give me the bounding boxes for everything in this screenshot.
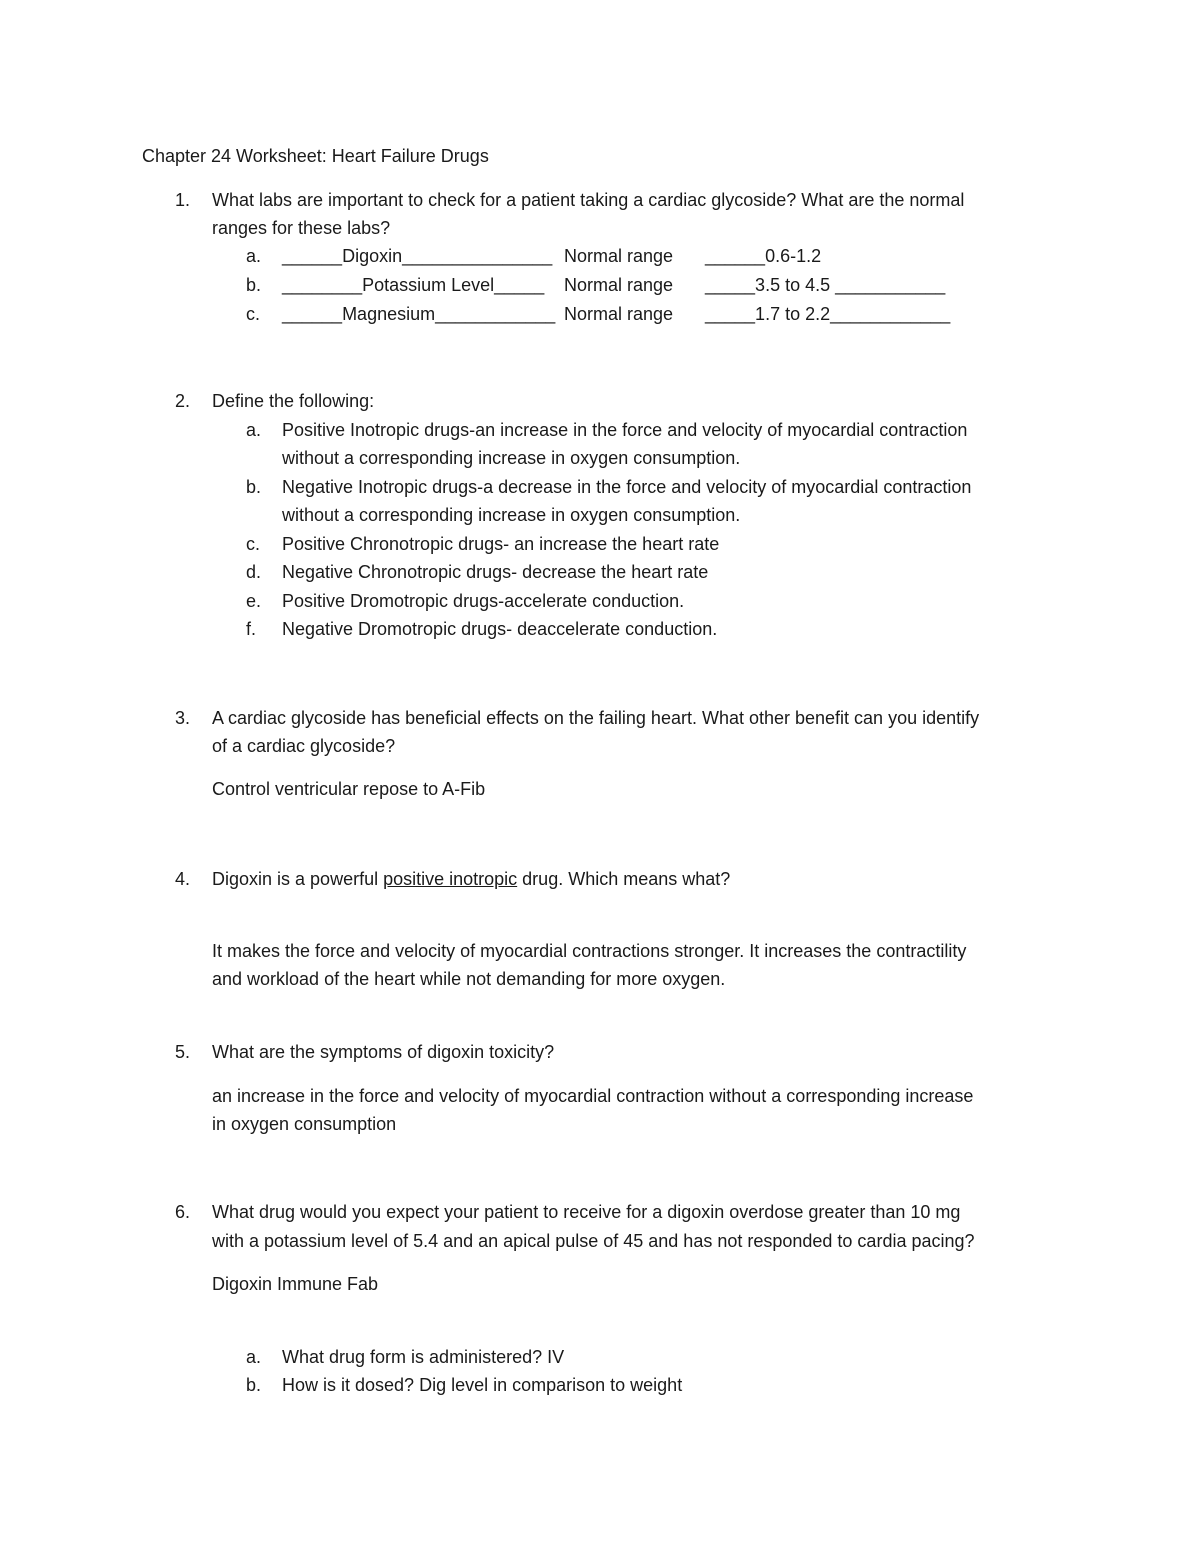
q5-answer-line2: in oxygen consumption xyxy=(212,1114,397,1134)
q2-item-letter: e. xyxy=(246,591,262,611)
q4-text-underlined: positive inotropic xyxy=(383,869,518,889)
page-title: Chapter 24 Worksheet: Heart Failure Drugs xyxy=(142,146,489,166)
q4-text-post: drug. Which means what? xyxy=(517,869,731,889)
q3-answer: Control ventricular repose to A-Fib xyxy=(212,779,486,799)
q4-answer-line2: and workload of the heart while not demanding for more oxygen. xyxy=(212,969,726,989)
q5-text: What are the symptoms of digoxin toxicity? xyxy=(212,1042,555,1062)
q5-number: 5. xyxy=(175,1042,191,1062)
q1-lab-range: _____1.7 to 2.2____________ xyxy=(705,304,951,324)
q2-item-line1: Positive Dromotropic drugs-accelerate conduction. xyxy=(282,591,685,611)
q1-lab-range: _____3.5 to 4.5 ___________ xyxy=(705,275,946,295)
q2-item-line2: without a corresponding increase in oxygen consumption. xyxy=(282,505,741,525)
q6-answer: Digoxin Immune Fab xyxy=(212,1274,379,1294)
q4-text-pre: Digoxin is a powerful xyxy=(212,869,384,889)
q2-item-letter: f. xyxy=(246,619,257,639)
q2-item-letter: c. xyxy=(246,534,261,554)
q1-lab-range-label: Normal range xyxy=(564,275,674,295)
q2-number: 2. xyxy=(175,391,191,411)
q2-item-letter: d. xyxy=(246,562,262,582)
q1-lab-range: ______0.6-1.2 xyxy=(705,246,822,266)
q1-lab-letter: a. xyxy=(246,246,262,266)
q3-text-line2: of a cardiac glycoside? xyxy=(212,736,396,756)
q1-lab-range-label: Normal range xyxy=(564,246,674,266)
q6-sub-text: What drug form is administered? IV xyxy=(282,1347,565,1367)
q4-text xyxy=(212,865,730,893)
q6-number: 6. xyxy=(175,1202,191,1222)
q3-number: 3. xyxy=(175,708,191,728)
q6-sub-letter: b. xyxy=(246,1375,262,1395)
q1-text-line2: ranges for these labs? xyxy=(212,218,391,238)
q2-item-line1: Positive Chronotropic drugs- an increase the heart rate xyxy=(282,534,720,554)
q2-item-line2: without a corresponding increase in oxygen consumption. xyxy=(282,448,741,468)
q2-text: Define the following: xyxy=(212,391,375,411)
q1-lab-name: ________Potassium Level_____ xyxy=(282,275,545,295)
q2-item-letter: a. xyxy=(246,420,262,440)
q1-lab-name: ______Digoxin_______________ xyxy=(282,246,553,266)
q5-answer-line1: an increase in the force and velocity of myocardial contraction without a corresponding increase xyxy=(212,1086,974,1106)
q1-lab-letter: b. xyxy=(246,275,262,295)
q1-lab-name: ______Magnesium____________ xyxy=(282,304,556,324)
q2-item-line1: Negative Dromotropic drugs- deaccelerate conduction. xyxy=(282,619,718,639)
q2-item-letter: b. xyxy=(246,477,262,497)
q6-text-line1: What drug would you expect your patient to receive for a digoxin overdose greater than 10 mg xyxy=(212,1202,961,1222)
q4-number: 4. xyxy=(175,869,191,889)
q1-text-line1: What labs are important to check for a patient taking a cardiac glycoside? What are the normal xyxy=(212,190,965,210)
q2-item-line1: Negative Inotropic drugs-a decrease in the force and velocity of myocardial contraction xyxy=(282,477,972,497)
q1-number: 1. xyxy=(175,190,191,210)
q2-item-line1: Positive Inotropic drugs-an increase in the force and velocity of myocardial contraction xyxy=(282,420,968,440)
q6-sub-letter: a. xyxy=(246,1347,262,1367)
q6-sub-text: How is it dosed? Dig level in comparison to weight xyxy=(282,1375,683,1395)
q1-lab-letter: c. xyxy=(246,304,261,324)
q4-answer-line1: It makes the force and velocity of myocardial contractions stronger. It increases the contractility xyxy=(212,941,967,961)
q3-text-line1: A cardiac glycoside has beneficial effects on the failing heart. What other benefit can you identify xyxy=(212,708,980,728)
q2-item-line1: Negative Chronotropic drugs- decrease the heart rate xyxy=(282,562,709,582)
q1-lab-range-label: Normal range xyxy=(564,304,674,324)
q6-text-line2: with a potassium level of 5.4 and an apical pulse of 45 and has not responded to cardia pacing? xyxy=(212,1231,975,1251)
